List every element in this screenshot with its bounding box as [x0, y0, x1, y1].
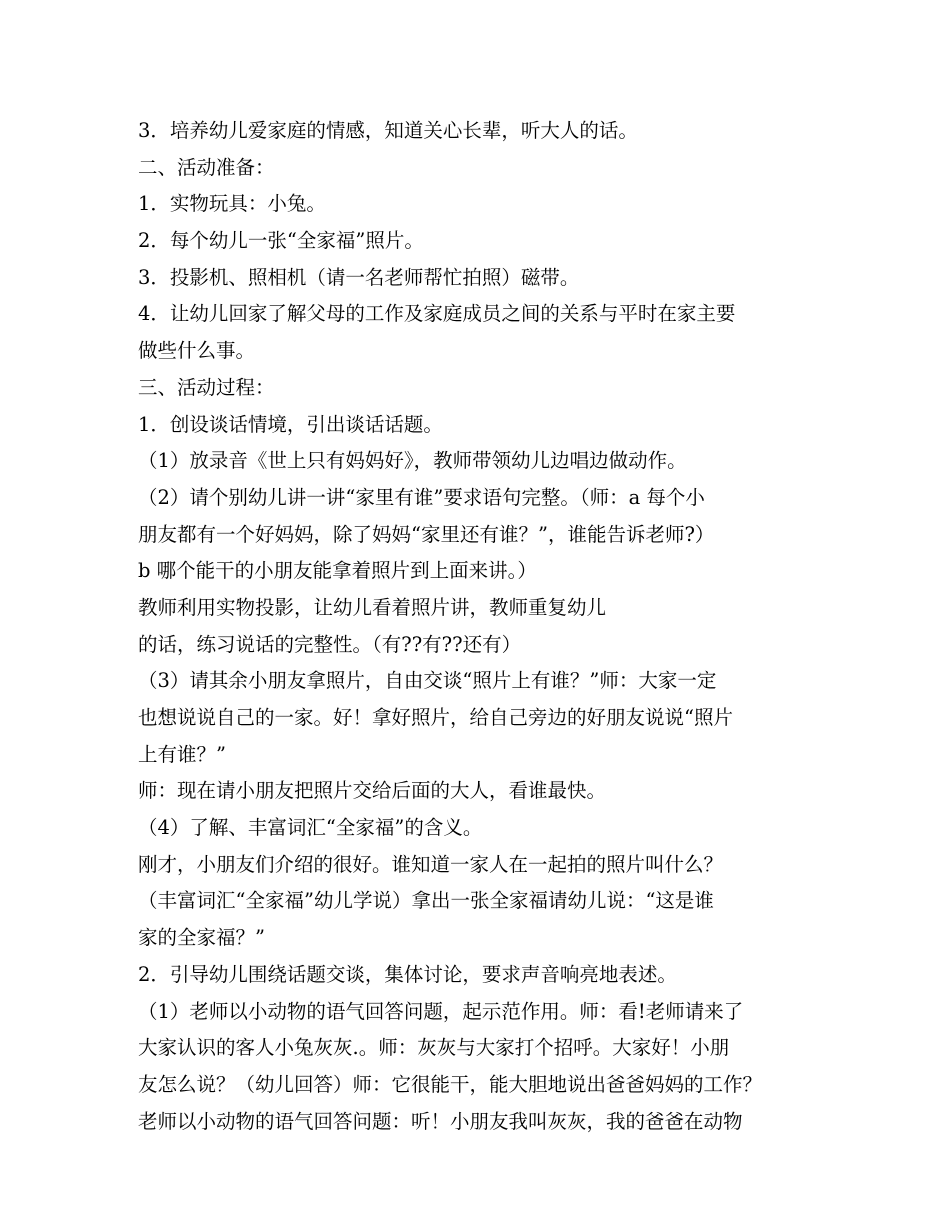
- text-line: 大家认识的客人小兔灰灰.。师：灰灰与大家打个招呼。大家好！小朋: [138, 1036, 730, 1060]
- text-line: 的话，练习说话的完整性。（有??有??还有）: [138, 632, 522, 656]
- text-line: 朋友都有一个好妈妈，除了妈妈“家里还有谁？”，谁能告诉老师?）: [138, 522, 715, 546]
- text-line: b 哪个能干的小朋友能拿着照片到上面来讲。）: [138, 559, 537, 583]
- section-heading: 三、活动过程：: [138, 375, 275, 399]
- text-line: 1．实物玩具：小兔。: [138, 192, 326, 216]
- text-line: 老师以小动物的语气回答问题：听！小朋友我叫灰灰，我的爸爸在动物: [138, 1109, 743, 1133]
- text-line: 刚才，小朋友们介绍的很好。谁知道一家人在一起拍的照片叫什么？: [138, 852, 724, 876]
- text-line: （丰富词汇“全家福”幼儿学说）拿出一张全家福请幼儿说：“这是谁: [138, 889, 714, 913]
- text-line: （2）请个别幼儿讲一讲“家里有谁”要求语句完整。（师：a 每个小: [138, 485, 705, 509]
- text-line: （3）请其余小朋友拿照片，自由交谈“照片上有谁？”师：大家一定: [138, 669, 717, 693]
- text-line: 家的全家福？”: [138, 926, 265, 950]
- text-line: 3．投影机、照相机（请一名老师帮忙拍照）磁带。: [138, 265, 580, 289]
- text-line: 4．让幼儿回家了解父母的工作及家庭成员之间的关系与平时在家主要: [138, 302, 736, 326]
- text-line: 3．培养幼儿爱家庭的情感，知道关心长辈，听大人的话。: [138, 119, 638, 142]
- text-line: 教师利用实物投影，让幼儿看着照片讲，教师重复幼儿: [138, 595, 607, 619]
- text-line: （1）老师以小动物的语气回答问题，起示范作用。师：看!老师请来了: [138, 999, 744, 1023]
- text-line: （4）了解、丰富词汇“全家福”的含义。: [138, 816, 483, 840]
- text-line: 2．每个幼儿一张“全家福”照片。: [138, 229, 424, 253]
- text-line: 友怎么说？（幼儿回答）师：它很能干，能大胆地说出爸爸妈妈的工作？: [138, 1072, 763, 1096]
- document-body: [138, 113, 828, 1140]
- text-line: 2．引导幼儿围绕话题交谈，集体讨论，要求声音响亮地表述。: [138, 962, 677, 986]
- section-heading: 二、活动准备：: [138, 155, 275, 179]
- text-line: 也想说说自己的一家。好！拿好照片，给自己旁边的好朋友说说“照片: [138, 706, 733, 729]
- text-line: 1．创设谈话情境，引出谈话话题。: [138, 412, 443, 436]
- text-line: 上有谁？”: [138, 742, 226, 766]
- text-line: （1）放录音《世上只有妈妈好》，教师带领幼儿边唱边做动作。: [138, 449, 687, 473]
- text-line: 师：现在请小朋友把照片交给后面的大人，看谁最快。: [138, 779, 607, 803]
- text-line: 做些什么事。: [138, 339, 256, 363]
